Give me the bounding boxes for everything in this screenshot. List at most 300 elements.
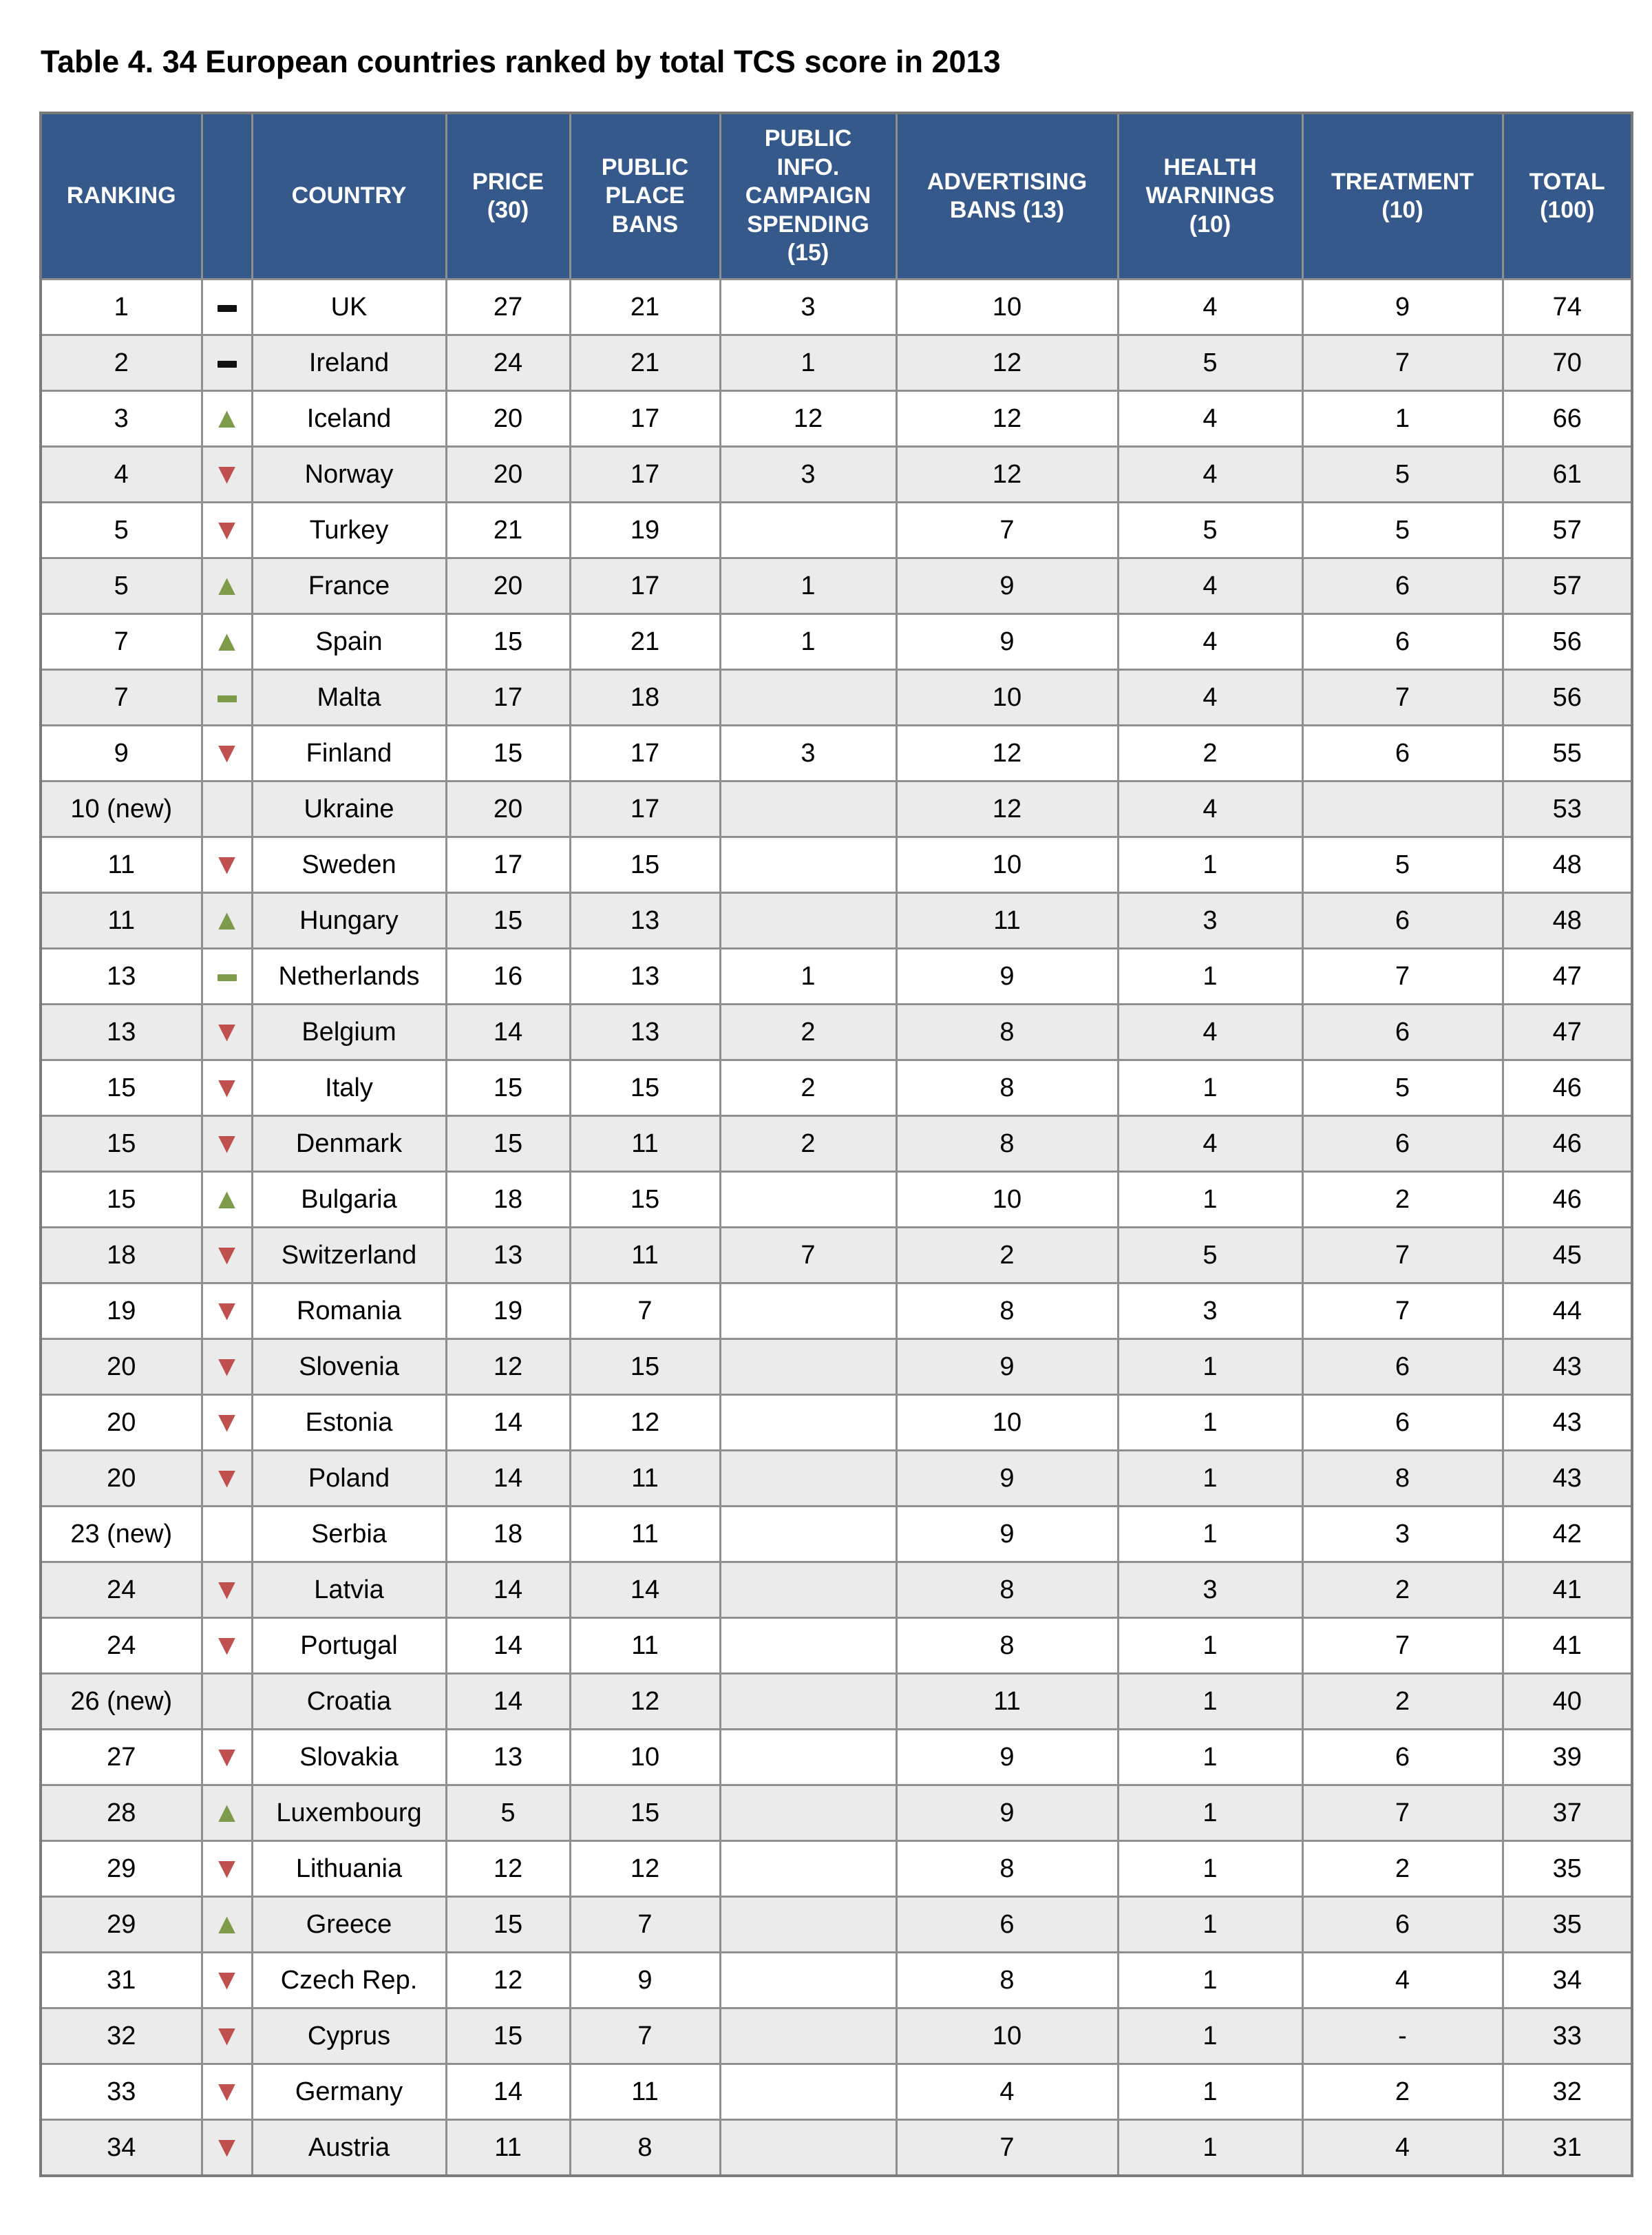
treatment-cell: 6 bbox=[1302, 1339, 1503, 1395]
health-warnings-cell: 2 bbox=[1118, 726, 1302, 781]
campaign-spending-cell bbox=[720, 1785, 896, 1841]
price-cell: 18 bbox=[446, 1507, 570, 1562]
public-place-bans-cell: 11 bbox=[570, 1116, 720, 1172]
ranking-cell: 15 bbox=[41, 1060, 202, 1116]
indicator-cell bbox=[202, 1395, 252, 1451]
public-place-bans-cell: 15 bbox=[570, 1172, 720, 1228]
country-cell: Ireland bbox=[252, 335, 446, 391]
ranking-cell: 29 bbox=[41, 1841, 202, 1897]
trend-down-icon: ▼ bbox=[212, 1460, 242, 1493]
advertising-bans-cell: 10 bbox=[896, 670, 1118, 726]
ranking-cell: 11 bbox=[41, 837, 202, 893]
treatment-cell: 6 bbox=[1302, 1116, 1503, 1172]
indicator-cell bbox=[202, 1116, 252, 1172]
trend-up-icon: ▲ bbox=[212, 1907, 242, 1940]
trend-down-icon: ▼ bbox=[212, 1628, 242, 1661]
campaign-spending-cell bbox=[720, 2120, 896, 2176]
treatment-cell: 5 bbox=[1302, 837, 1503, 893]
total-cell: 43 bbox=[1503, 1395, 1632, 1451]
ranking-cell: 13 bbox=[41, 1005, 202, 1060]
total-cell: 61 bbox=[1503, 447, 1632, 503]
price-cell: 17 bbox=[446, 837, 570, 893]
country-cell: Lithuania bbox=[252, 1841, 446, 1897]
treatment-cell: 5 bbox=[1302, 1060, 1503, 1116]
health-warnings-cell: 1 bbox=[1118, 2064, 1302, 2120]
treatment-cell: 6 bbox=[1302, 1005, 1503, 1060]
country-cell: Poland bbox=[252, 1451, 446, 1507]
ranking-cell: 18 bbox=[41, 1228, 202, 1283]
health-warnings-cell: 1 bbox=[1118, 1953, 1302, 2008]
advertising-bans-cell: 11 bbox=[896, 1674, 1118, 1730]
health-warnings-cell: 1 bbox=[1118, 2120, 1302, 2176]
treatment-cell: 2 bbox=[1302, 1562, 1503, 1618]
indicator-cell bbox=[202, 1785, 252, 1841]
table-row bbox=[41, 1451, 1632, 1507]
advertising-bans-cell: 12 bbox=[896, 447, 1118, 503]
ranking-cell: 24 bbox=[41, 1618, 202, 1674]
total-cell: 53 bbox=[1503, 781, 1632, 837]
trend-down-icon: ▼ bbox=[212, 1572, 242, 1605]
advertising-bans-cell: 12 bbox=[896, 726, 1118, 781]
table-row bbox=[41, 558, 1632, 614]
health-warnings-cell: 1 bbox=[1118, 949, 1302, 1005]
campaign-spending-cell: 1 bbox=[720, 558, 896, 614]
trend-down-icon: ▼ bbox=[212, 1293, 242, 1326]
table-row bbox=[41, 335, 1632, 391]
trend-down-icon: ▼ bbox=[212, 512, 242, 545]
trend-down-icon: ▼ bbox=[212, 1237, 242, 1270]
country-cell: Italy bbox=[252, 1060, 446, 1116]
total-cell: 41 bbox=[1503, 1562, 1632, 1618]
advertising-bans-cell: 9 bbox=[896, 1451, 1118, 1507]
public-place-bans-cell: 13 bbox=[570, 949, 720, 1005]
table-row bbox=[41, 1953, 1632, 2008]
treatment-cell: 2 bbox=[1302, 1172, 1503, 1228]
ranking-cell: 20 bbox=[41, 1395, 202, 1451]
total-cell: 35 bbox=[1503, 1897, 1632, 1953]
table-row bbox=[41, 2008, 1632, 2064]
indicator-cell bbox=[202, 614, 252, 670]
column-header-public-place-bans: PUBLIC PLACE BANS bbox=[570, 113, 720, 280]
campaign-spending-cell bbox=[720, 1953, 896, 2008]
indicator-cell bbox=[202, 1674, 252, 1730]
campaign-spending-cell bbox=[720, 2008, 896, 2064]
public-place-bans-cell: 15 bbox=[570, 1785, 720, 1841]
campaign-spending-cell bbox=[720, 837, 896, 893]
public-place-bans-cell: 11 bbox=[570, 1451, 720, 1507]
health-warnings-cell: 1 bbox=[1118, 1785, 1302, 1841]
price-cell: 14 bbox=[446, 1395, 570, 1451]
price-cell: 14 bbox=[446, 2064, 570, 2120]
price-cell: 27 bbox=[446, 280, 570, 335]
total-cell: 42 bbox=[1503, 1507, 1632, 1562]
country-cell: Portugal bbox=[252, 1618, 446, 1674]
indicator-cell bbox=[202, 280, 252, 335]
table-row bbox=[41, 726, 1632, 781]
advertising-bans-cell: 8 bbox=[896, 1841, 1118, 1897]
campaign-spending-cell bbox=[720, 1172, 896, 1228]
advertising-bans-cell: 7 bbox=[896, 2120, 1118, 2176]
advertising-bans-cell: 9 bbox=[896, 614, 1118, 670]
indicator-cell bbox=[202, 1283, 252, 1339]
ranking-cell: 1 bbox=[41, 280, 202, 335]
public-place-bans-cell: 7 bbox=[570, 1283, 720, 1339]
table-row bbox=[41, 1339, 1632, 1395]
price-cell: 5 bbox=[446, 1785, 570, 1841]
ranking-cell: 5 bbox=[41, 558, 202, 614]
country-cell: UK bbox=[252, 280, 446, 335]
campaign-spending-cell: 2 bbox=[720, 1060, 896, 1116]
trend-up-icon: ▲ bbox=[212, 624, 242, 657]
total-cell: 55 bbox=[1503, 726, 1632, 781]
country-cell: Luxembourg bbox=[252, 1785, 446, 1841]
advertising-bans-cell: 8 bbox=[896, 1618, 1118, 1674]
price-cell: 13 bbox=[446, 1228, 570, 1283]
price-cell: 13 bbox=[446, 1730, 570, 1785]
treatment-cell: 8 bbox=[1302, 1451, 1503, 1507]
health-warnings-cell: 1 bbox=[1118, 1841, 1302, 1897]
price-cell: 12 bbox=[446, 1339, 570, 1395]
treatment-cell: 4 bbox=[1302, 2120, 1503, 2176]
ranking-cell: 2 bbox=[41, 335, 202, 391]
column-header-treatment: TREATMENT (10) bbox=[1302, 113, 1503, 280]
treatment-cell: 1 bbox=[1302, 391, 1503, 447]
column-header-country: COUNTRY bbox=[252, 113, 446, 280]
country-cell: Germany bbox=[252, 2064, 446, 2120]
indicator-cell bbox=[202, 558, 252, 614]
price-cell: 15 bbox=[446, 1116, 570, 1172]
health-warnings-cell: 3 bbox=[1118, 893, 1302, 949]
country-cell: Turkey bbox=[252, 503, 446, 558]
price-cell: 18 bbox=[446, 1172, 570, 1228]
table-row bbox=[41, 614, 1632, 670]
table-row bbox=[41, 1116, 1632, 1172]
price-cell: 12 bbox=[446, 1953, 570, 2008]
price-cell: 15 bbox=[446, 726, 570, 781]
indicator-cell bbox=[202, 1953, 252, 2008]
public-place-bans-cell: 12 bbox=[570, 1674, 720, 1730]
total-cell: 47 bbox=[1503, 949, 1632, 1005]
price-cell: 11 bbox=[446, 2120, 570, 2176]
campaign-spending-cell bbox=[720, 1841, 896, 1897]
total-cell: 44 bbox=[1503, 1283, 1632, 1339]
campaign-spending-cell bbox=[720, 2064, 896, 2120]
indicator-cell bbox=[202, 1451, 252, 1507]
public-place-bans-cell: 13 bbox=[570, 1005, 720, 1060]
trend-down-icon: ▼ bbox=[212, 847, 242, 880]
price-cell: 17 bbox=[446, 670, 570, 726]
public-place-bans-cell: 21 bbox=[570, 280, 720, 335]
total-cell: 57 bbox=[1503, 503, 1632, 558]
campaign-spending-cell: 2 bbox=[720, 1116, 896, 1172]
public-place-bans-cell: 9 bbox=[570, 1953, 720, 2008]
campaign-spending-cell bbox=[720, 1562, 896, 1618]
table-row bbox=[41, 1005, 1632, 1060]
header-row bbox=[41, 113, 1632, 280]
health-warnings-cell: 1 bbox=[1118, 1060, 1302, 1116]
treatment-cell: 6 bbox=[1302, 726, 1503, 781]
price-cell: 14 bbox=[446, 1562, 570, 1618]
table-row bbox=[41, 447, 1632, 503]
advertising-bans-cell: 12 bbox=[896, 781, 1118, 837]
campaign-spending-cell bbox=[720, 1618, 896, 1674]
health-warnings-cell: 1 bbox=[1118, 1730, 1302, 1785]
table-row bbox=[41, 1172, 1632, 1228]
country-cell: Austria bbox=[252, 2120, 446, 2176]
public-place-bans-cell: 14 bbox=[570, 1562, 720, 1618]
country-cell: Iceland bbox=[252, 391, 446, 447]
country-cell: Netherlands bbox=[252, 949, 446, 1005]
ranking-cell: 3 bbox=[41, 391, 202, 447]
indicator-cell bbox=[202, 1507, 252, 1562]
ranking-cell: 7 bbox=[41, 670, 202, 726]
indicator-cell bbox=[202, 837, 252, 893]
total-cell: 35 bbox=[1503, 1841, 1632, 1897]
country-cell: Spain bbox=[252, 614, 446, 670]
table-row bbox=[41, 670, 1632, 726]
table-row bbox=[41, 1562, 1632, 1618]
health-warnings-cell: 1 bbox=[1118, 837, 1302, 893]
public-place-bans-cell: 17 bbox=[570, 558, 720, 614]
health-warnings-cell: 1 bbox=[1118, 1172, 1302, 1228]
public-place-bans-cell: 21 bbox=[570, 614, 720, 670]
total-cell: 47 bbox=[1503, 1005, 1632, 1060]
public-place-bans-cell: 21 bbox=[570, 335, 720, 391]
trend-steady-icon bbox=[218, 361, 237, 368]
country-cell: Serbia bbox=[252, 1507, 446, 1562]
indicator-cell bbox=[202, 2120, 252, 2176]
country-cell: Denmark bbox=[252, 1116, 446, 1172]
campaign-spending-cell: 1 bbox=[720, 614, 896, 670]
indicator-cell bbox=[202, 447, 252, 503]
treatment-cell: 6 bbox=[1302, 893, 1503, 949]
treatment-cell: - bbox=[1302, 2008, 1503, 2064]
country-cell: Bulgaria bbox=[252, 1172, 446, 1228]
advertising-bans-cell: 11 bbox=[896, 893, 1118, 949]
advertising-bans-cell: 8 bbox=[896, 1116, 1118, 1172]
trend-down-icon: ▼ bbox=[212, 2074, 242, 2107]
treatment-cell bbox=[1302, 781, 1503, 837]
public-place-bans-cell: 11 bbox=[570, 2064, 720, 2120]
advertising-bans-cell: 9 bbox=[896, 1730, 1118, 1785]
country-cell: Malta bbox=[252, 670, 446, 726]
table-row bbox=[41, 949, 1632, 1005]
price-cell: 20 bbox=[446, 781, 570, 837]
advertising-bans-cell: 7 bbox=[896, 503, 1118, 558]
campaign-spending-cell: 3 bbox=[720, 726, 896, 781]
advertising-bans-cell: 10 bbox=[896, 280, 1118, 335]
treatment-cell: 7 bbox=[1302, 1228, 1503, 1283]
price-cell: 24 bbox=[446, 335, 570, 391]
total-cell: 31 bbox=[1503, 2120, 1632, 2176]
total-cell: 56 bbox=[1503, 670, 1632, 726]
ranking-cell: 15 bbox=[41, 1116, 202, 1172]
campaign-spending-cell bbox=[720, 893, 896, 949]
ranking-cell: 23 (new) bbox=[41, 1507, 202, 1562]
ranking-cell: 11 bbox=[41, 893, 202, 949]
total-cell: 43 bbox=[1503, 1451, 1632, 1507]
indicator-cell bbox=[202, 391, 252, 447]
price-cell: 14 bbox=[446, 1618, 570, 1674]
table-row bbox=[41, 1618, 1632, 1674]
indicator-cell bbox=[202, 1730, 252, 1785]
indicator-cell bbox=[202, 503, 252, 558]
country-cell: Hungary bbox=[252, 893, 446, 949]
table-row bbox=[41, 1730, 1632, 1785]
campaign-spending-cell bbox=[720, 503, 896, 558]
trend-down-icon: ▼ bbox=[212, 1070, 242, 1103]
health-warnings-cell: 4 bbox=[1118, 280, 1302, 335]
ranking-cell: 26 (new) bbox=[41, 1674, 202, 1730]
ranking-cell: 5 bbox=[41, 503, 202, 558]
public-place-bans-cell: 7 bbox=[570, 2008, 720, 2064]
indicator-cell bbox=[202, 1841, 252, 1897]
health-warnings-cell: 5 bbox=[1118, 335, 1302, 391]
total-cell: 48 bbox=[1503, 837, 1632, 893]
total-cell: 41 bbox=[1503, 1618, 1632, 1674]
advertising-bans-cell: 4 bbox=[896, 2064, 1118, 2120]
table-row bbox=[41, 1841, 1632, 1897]
table-row bbox=[41, 1897, 1632, 1953]
ranking-cell: 32 bbox=[41, 2008, 202, 2064]
indicator-cell bbox=[202, 1060, 252, 1116]
country-cell: Sweden bbox=[252, 837, 446, 893]
price-cell: 15 bbox=[446, 1897, 570, 1953]
campaign-spending-cell: 1 bbox=[720, 335, 896, 391]
advertising-bans-cell: 10 bbox=[896, 2008, 1118, 2064]
price-cell: 14 bbox=[446, 1005, 570, 1060]
country-cell: Switzerland bbox=[252, 1228, 446, 1283]
ranking-cell: 20 bbox=[41, 1451, 202, 1507]
table-row bbox=[41, 1674, 1632, 1730]
health-warnings-cell: 1 bbox=[1118, 1897, 1302, 1953]
public-place-bans-cell: 17 bbox=[570, 447, 720, 503]
health-warnings-cell: 4 bbox=[1118, 391, 1302, 447]
health-warnings-cell: 1 bbox=[1118, 1507, 1302, 1562]
column-header-ranking: RANKING bbox=[41, 113, 202, 280]
trend-down-icon: ▼ bbox=[212, 1962, 242, 1995]
indicator-cell bbox=[202, 335, 252, 391]
ranking-cell: 4 bbox=[41, 447, 202, 503]
total-cell: 32 bbox=[1503, 2064, 1632, 2120]
country-cell: Cyprus bbox=[252, 2008, 446, 2064]
price-cell: 12 bbox=[446, 1841, 570, 1897]
column-header-trend bbox=[202, 113, 252, 280]
advertising-bans-cell: 9 bbox=[896, 949, 1118, 1005]
country-cell: Greece bbox=[252, 1897, 446, 1953]
ranking-cell: 7 bbox=[41, 614, 202, 670]
table-row bbox=[41, 837, 1632, 893]
treatment-cell: 7 bbox=[1302, 335, 1503, 391]
campaign-spending-cell: 3 bbox=[720, 280, 896, 335]
public-place-bans-cell: 7 bbox=[570, 1897, 720, 1953]
price-cell: 15 bbox=[446, 2008, 570, 2064]
table-row bbox=[41, 503, 1632, 558]
table-header bbox=[41, 113, 1632, 280]
price-cell: 15 bbox=[446, 614, 570, 670]
price-cell: 21 bbox=[446, 503, 570, 558]
indicator-cell bbox=[202, 670, 252, 726]
public-place-bans-cell: 17 bbox=[570, 781, 720, 837]
health-warnings-cell: 4 bbox=[1118, 447, 1302, 503]
treatment-cell: 6 bbox=[1302, 1897, 1503, 1953]
campaign-spending-cell: 7 bbox=[720, 1228, 896, 1283]
health-warnings-cell: 1 bbox=[1118, 1451, 1302, 1507]
campaign-spending-cell bbox=[720, 1395, 896, 1451]
campaign-spending-cell: 3 bbox=[720, 447, 896, 503]
public-place-bans-cell: 19 bbox=[570, 503, 720, 558]
campaign-spending-cell bbox=[720, 1897, 896, 1953]
treatment-cell: 9 bbox=[1302, 280, 1503, 335]
health-warnings-cell: 4 bbox=[1118, 614, 1302, 670]
trend-steady-icon bbox=[218, 974, 237, 981]
ranking-cell: 28 bbox=[41, 1785, 202, 1841]
total-cell: 46 bbox=[1503, 1172, 1632, 1228]
advertising-bans-cell: 2 bbox=[896, 1228, 1118, 1283]
country-cell: Belgium bbox=[252, 1005, 446, 1060]
treatment-cell: 6 bbox=[1302, 1730, 1503, 1785]
price-cell: 14 bbox=[446, 1451, 570, 1507]
advertising-bans-cell: 9 bbox=[896, 1339, 1118, 1395]
trend-down-icon: ▼ bbox=[212, 1739, 242, 1772]
total-cell: 74 bbox=[1503, 280, 1632, 335]
total-cell: 57 bbox=[1503, 558, 1632, 614]
total-cell: 46 bbox=[1503, 1116, 1632, 1172]
health-warnings-cell: 3 bbox=[1118, 1283, 1302, 1339]
indicator-cell bbox=[202, 1172, 252, 1228]
health-warnings-cell: 4 bbox=[1118, 781, 1302, 837]
campaign-spending-cell: 12 bbox=[720, 391, 896, 447]
country-cell: France bbox=[252, 558, 446, 614]
ranking-cell: 24 bbox=[41, 1562, 202, 1618]
ranking-cell: 27 bbox=[41, 1730, 202, 1785]
trend-steady-icon bbox=[218, 695, 237, 702]
indicator-cell bbox=[202, 2008, 252, 2064]
indicator-cell bbox=[202, 1339, 252, 1395]
price-cell: 16 bbox=[446, 949, 570, 1005]
total-cell: 39 bbox=[1503, 1730, 1632, 1785]
trend-down-icon: ▼ bbox=[212, 1405, 242, 1438]
treatment-cell: 7 bbox=[1302, 1618, 1503, 1674]
total-cell: 56 bbox=[1503, 614, 1632, 670]
table-row bbox=[41, 1507, 1632, 1562]
public-place-bans-cell: 11 bbox=[570, 1618, 720, 1674]
treatment-cell: 7 bbox=[1302, 1283, 1503, 1339]
ranking-cell: 31 bbox=[41, 1953, 202, 2008]
country-cell: Romania bbox=[252, 1283, 446, 1339]
campaign-spending-cell: 2 bbox=[720, 1005, 896, 1060]
trend-up-icon: ▲ bbox=[212, 903, 242, 936]
treatment-cell: 2 bbox=[1302, 2064, 1503, 2120]
table-row bbox=[41, 1785, 1632, 1841]
public-place-bans-cell: 10 bbox=[570, 1730, 720, 1785]
advertising-bans-cell: 10 bbox=[896, 1172, 1118, 1228]
treatment-cell: 6 bbox=[1302, 558, 1503, 614]
advertising-bans-cell: 12 bbox=[896, 391, 1118, 447]
campaign-spending-cell bbox=[720, 1451, 896, 1507]
health-warnings-cell: 5 bbox=[1118, 1228, 1302, 1283]
public-place-bans-cell: 11 bbox=[570, 1507, 720, 1562]
ranking-cell: 9 bbox=[41, 726, 202, 781]
public-place-bans-cell: 15 bbox=[570, 1060, 720, 1116]
campaign-spending-cell: 1 bbox=[720, 949, 896, 1005]
country-cell: Latvia bbox=[252, 1562, 446, 1618]
treatment-cell: 6 bbox=[1302, 1395, 1503, 1451]
price-cell: 19 bbox=[446, 1283, 570, 1339]
health-warnings-cell: 4 bbox=[1118, 670, 1302, 726]
table-row bbox=[41, 2064, 1632, 2120]
advertising-bans-cell: 10 bbox=[896, 837, 1118, 893]
